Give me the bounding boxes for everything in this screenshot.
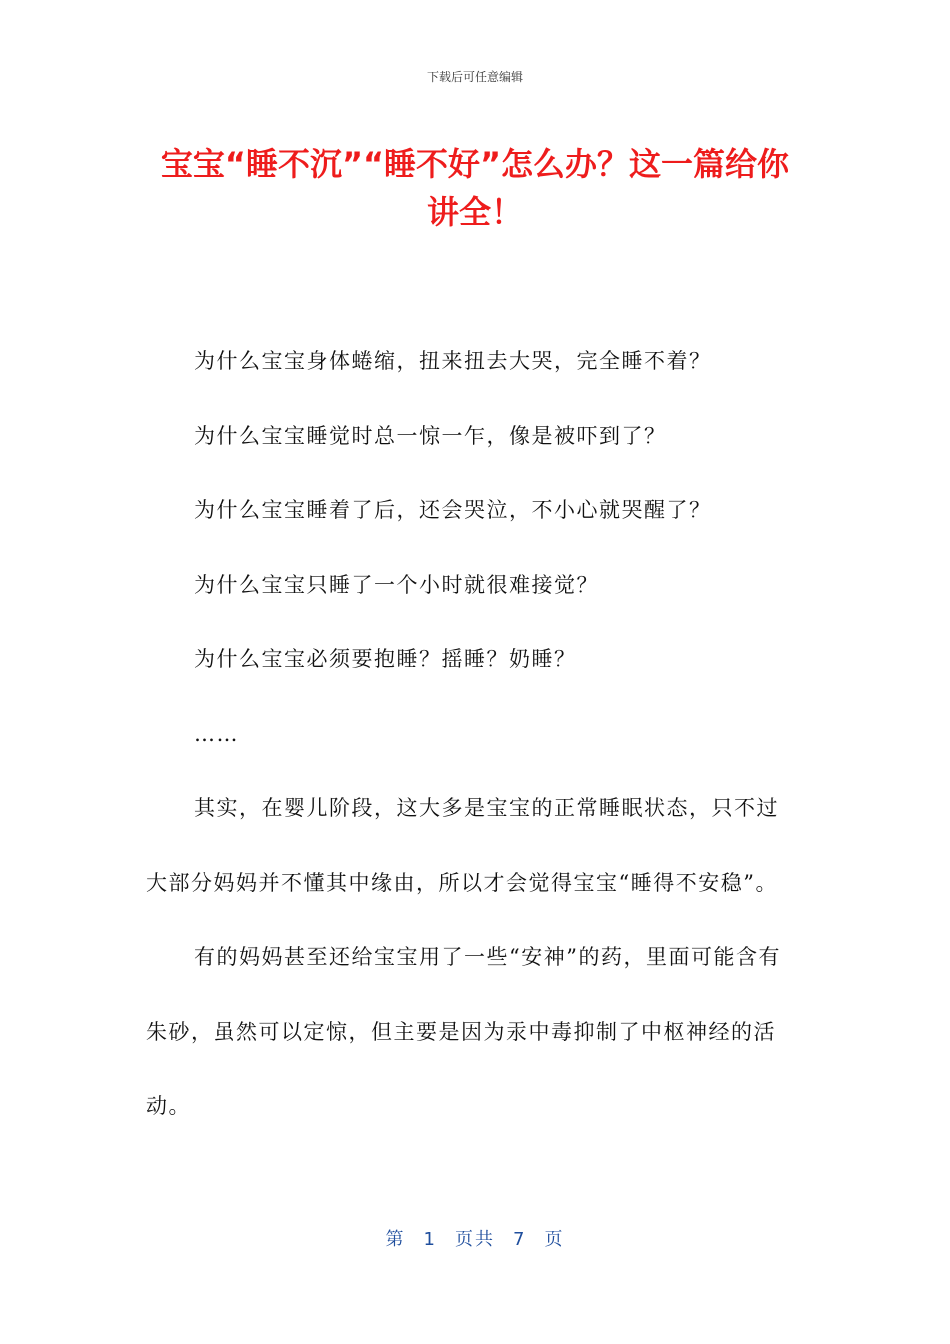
header-note: 下载后可任意编辑 <box>426 70 523 84</box>
footer-prefix: 第 <box>385 1229 406 1250</box>
page-footer <box>0 1225 950 1251</box>
article-body <box>146 324 794 1144</box>
document-title: 宝宝“睡不沉”“睡不好”怎么办？这一篇给你讲全！ <box>160 145 790 231</box>
paragraph-medicine: 有的妈妈甚至还给宝宝用了一些“安神”的药，里面可能含有朱砂，虽然可以定惊，但主要是因为汞中毒抑制了中枢神经的活动。 <box>146 945 781 1118</box>
paragraph-question-2: 为什么宝宝睡觉时总一惊一乍，像是被吓到了？ <box>194 423 667 448</box>
footer-suffix: 页 <box>544 1229 565 1250</box>
paragraph-question-4: 为什么宝宝只睡了一个小时就很难接觉？ <box>194 572 599 597</box>
footer-current-page: 1 <box>423 1229 437 1250</box>
paragraph-question-5: 为什么宝宝必须要抱睡？摇睡？奶睡？ <box>194 647 577 671</box>
paragraph-ellipsis: …… <box>194 721 239 746</box>
footer-middle: 页共 <box>455 1229 495 1250</box>
paragraph-question-1: 为什么宝宝身体蜷缩，扭来扭去大哭，完全睡不着？ <box>194 349 712 373</box>
footer-total-pages: 7 <box>513 1229 527 1250</box>
paragraph-explanation: 其实，在婴儿阶段，这大多是宝宝的正常睡眠状态，只不过大部分妈妈并不懂其中缘由，所以才会觉得宝宝“睡得不安稳”。 <box>146 796 779 895</box>
paragraph-question-3: 为什么宝宝睡着了后，还会哭泣，不小心就哭醒了？ <box>194 498 712 522</box>
